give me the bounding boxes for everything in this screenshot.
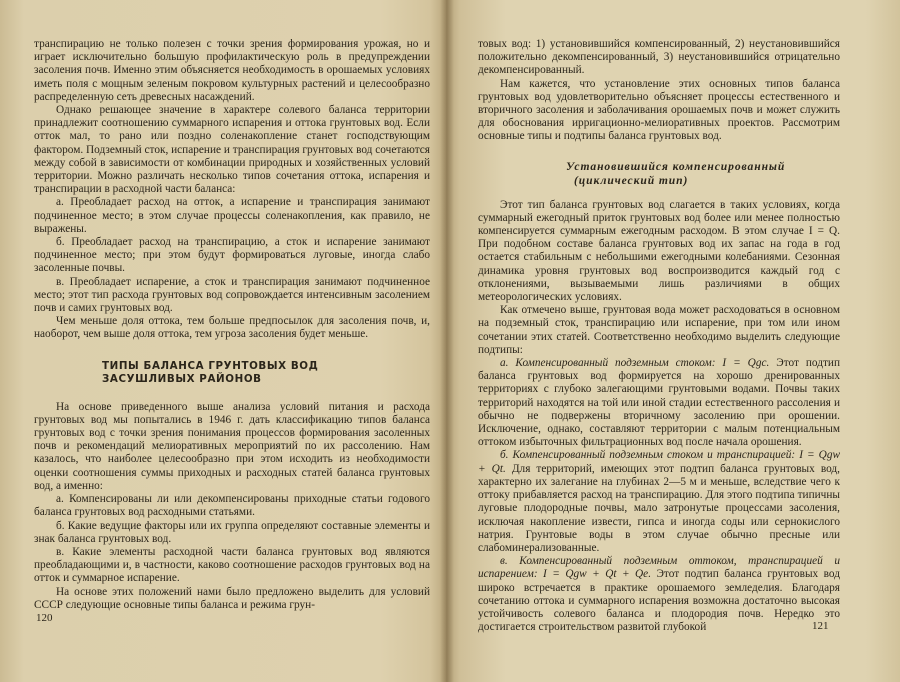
subsection-heading-line-1: Установившийся компенсированный bbox=[566, 159, 786, 173]
subtype-a-formula: I = Qgc. bbox=[715, 357, 770, 370]
subtype-c bbox=[478, 555, 840, 634]
subtype-c-label: в. Компенсированный подземным оттоком, транспирацией и испарением: bbox=[478, 555, 840, 581]
right-intro-paragraph-1: товых вод: 1) установившийся компенсированный, 2) неустановившийся положительно декомпенсированный, 3) неустановившийся отрицательно декомпенсированный. bbox=[478, 38, 840, 77]
left-intro-paragraph-1: транспирацию не только полезен с точки зрения формирования урожая, но и играет исключительно большую профилактическую роль в предупреждении засоления почв. Именно этим объясняется необходимость в орошаемых условиях иметь поля с мощным зеленым покровом культурных растений и целесообразно распределенную сеть древесных насаждений. bbox=[34, 38, 430, 103]
left-body-paragraph-2: а. Компенсированы ли или декомпенсированы приходные статьи годового баланса грунтовых вод расходными статьями. bbox=[34, 493, 430, 519]
subtype-c-text: Этот подтип баланса грунтовых вод широко встречается в практике орошаемого земледелия. Благодаря сочетанию оттока и суммарного испарения возможна достаточно высокая устойчивость солевого баланса и плодородия почв. Нередко это достигается строительством развитой глубокой bbox=[478, 568, 840, 634]
subtype-b bbox=[478, 449, 840, 555]
subtype-a-text: Этот подтип баланса грунтовых вод формируется на хорошо дренированных территориях с глубоко залегающими грунтовыми водами. Почвы таких территорий находятся на той или иной стадии естественного рассоления и обычно не подвержены вторичному засолению при орошении. Исключение, однако, составляют территории с малым потенциальным оттоком избыточных фильтрационных вод после начала орошения. bbox=[478, 357, 840, 449]
subtype-b-formula: I = Qgw + Qt. bbox=[478, 449, 841, 475]
subsection-heading bbox=[478, 160, 840, 188]
left-intro-paragraph-5: в. Преобладает испарение, а сток и транспирация занимают подчиненное место; этот тип расхода грунтовых вод сопровождается интенсивным засолением почв и самих грунтовых вод. bbox=[34, 275, 430, 315]
subtype-a bbox=[478, 357, 840, 449]
left-intro-paragraph-2: Однако решающее значение в характере солевого баланса территории принадлежит соотношению суммарного испарения и оттока грунтовых вод. Если отток мал, то рано или поздно соленакопление станет господствующим фактором. Подземный сток, испарение и транспирация грунтовых вод сочетаются между собой в зависимости от комбинации природных и хозяйственных условий территории. Можно различать несколько типов сочетания оттока, испарения и транспирации в расходной части баланса: bbox=[34, 104, 430, 196]
book-gutter bbox=[440, 0, 454, 682]
left-body-paragraph-3: б. Какие ведущие факторы или их группа определяют составные элементы и знак баланса грунтовых вод. bbox=[34, 519, 430, 545]
right-paragraph-2: Как отмечено выше, грунтовая вода может расходоваться в основном на подземный сток, транспирацию или испарение, при том или ином сочетании этих статей. Соответственно необходимо выделить следующие подтипы: bbox=[478, 304, 840, 356]
subtype-b-text: Для территорий, имеющих этот подтип баланса грунтовых вод, характерно их залегание на глубинах 2—5 м и меньше, вследствие чего к оттоку прибавляется расход на транспирацию. Для этого подтипа типичны луговые плодородные почвы, мало затронутые процессами засоления, исключая накопление извести, гипса и иногда соды или сернокислого натрия. Грунтовые воды в этом случае обычно пресные или слабоминерализованные. bbox=[478, 462, 840, 554]
left-intro-paragraph-3: а. Преобладает расход на отток, а испарение и транспирация занимают подчиненное место; в этом случае процессы соленакопления, как правило, не выражены. bbox=[34, 196, 430, 235]
left-body-paragraph-4: в. Какие элементы расходной части баланса грунтовых вод являются преобладающими и, в частности, каково соотношение расходов грунтовых вод на отток и суммарное испарение. bbox=[34, 545, 430, 585]
subtype-b-label: б. Компенсированный подземным стоком и транспирацией: bbox=[500, 449, 796, 462]
left-page-text bbox=[34, 38, 430, 612]
left-intro-paragraph-6: Чем меньше доля оттока, тем больше предпосылок для засоления почв, и, наоборот, чем выше доля оттока, тем угроза засоления будет меньше. bbox=[34, 315, 430, 341]
section-heading bbox=[34, 360, 430, 387]
section-heading-line-1: ТИПЫ БАЛАНСА ГРУНТОВЫХ ВОД bbox=[102, 359, 319, 372]
right-page-text bbox=[478, 38, 840, 634]
section-heading-line-2: ЗАСУШЛИВЫХ РАЙОНОВ bbox=[102, 373, 262, 386]
subsection-heading-line-2: (циклический тип) bbox=[574, 173, 689, 187]
right-paragraph-1: Этот тип баланса грунтовых вод слагается в таких условиях, когда суммарный ежегодный приток грунтовых вод более или менее полностью компенсируется суммарным ежегодным расходом. В этом случае I = Q. При подобном составе баланса грунтовых вод их запас на года в год остается стабильным с небольшими ежегодными колебаниями. Сезонная динамика уровня грунтовых вод воспроизводится каждый год с отклонениями, вызываемыми лишь различиями в общих метеорологических условиях. bbox=[478, 198, 840, 304]
subtype-a-label: а. Компенсированный подземным стоком: bbox=[500, 357, 716, 370]
left-intro-paragraph-4: б. Преобладает расход на транспирацию, а сток и испарение занимают подчиненное место; при этом будут формироваться луговые, иногда слабо засоленные почвы. bbox=[34, 236, 430, 275]
right-intro-paragraph-2: Нам кажется, что установление этих основных типов баланса грунтовых вод удовлетворительно объясняет процессы естественного и вторичного засоления и заболачивания орошаемых почв и может служить для обоснования ирригационно-мелиоративных проектов. Рассмотрим основные типы и подтипы баланса грунтовых вод. bbox=[478, 77, 840, 143]
right-page-number: 121 bbox=[812, 620, 829, 632]
left-body-paragraph-1: На основе приведенного выше анализа условий питания и расхода грунтовых вод мы попытались в 1946 г. дать классификацию типов баланса грунтовых вод с точки зрения понимания процессов формирования засоленных почв и рекомендаций мелиоративных мероприятий по их рассолению. Нам казалось, что наиболее целесообразно при этом исходить из необходимости оценки соотношения суммы приходных и расходных статей баланса грунтовых вод, а именно: bbox=[34, 400, 430, 492]
left-body-paragraph-5: На основе этих положений нами было предложено выделить для условий СССР следующие основные типы баланса и режима грун- bbox=[34, 585, 430, 611]
subtype-c-formula: I = Qgw + Qt + Qe. bbox=[537, 568, 652, 581]
left-page-number: 120 bbox=[36, 612, 53, 624]
